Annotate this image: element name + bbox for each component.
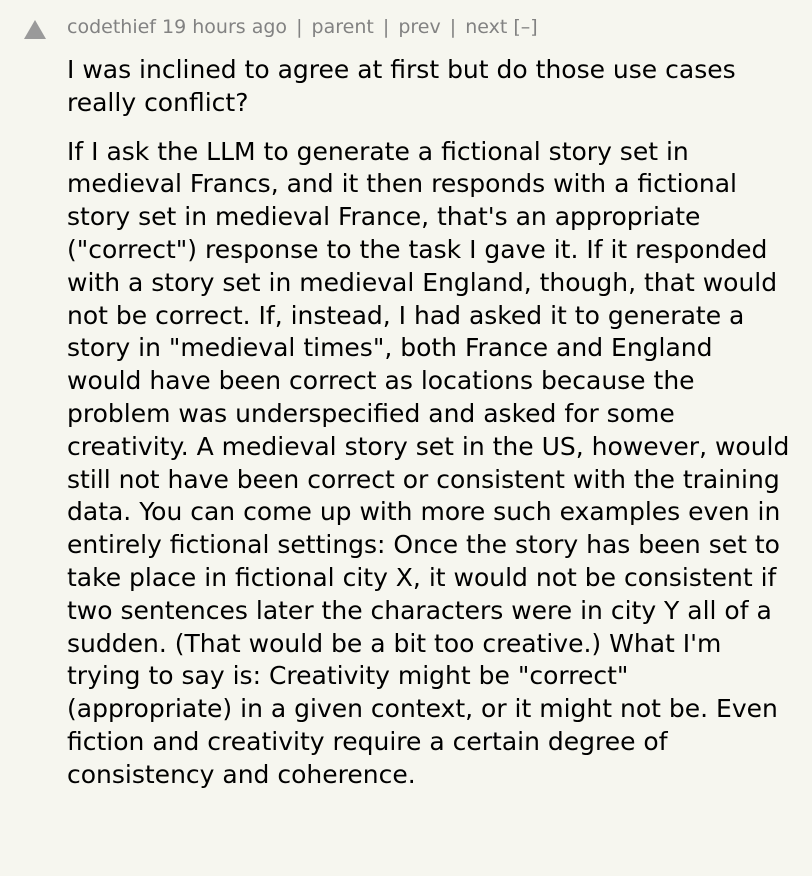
collapse-toggle[interactable]: [–]	[513, 16, 538, 38]
separator: |	[296, 16, 303, 38]
prev-link[interactable]: prev	[398, 16, 441, 38]
comment-paragraph: If I ask the LLM to generate a fictional story set in medieval Francs, and it then responds with a fictional story set in medieval France, that's an appropriate ("correct") response to the task I gave it. If it responded with a story set in medieval England, though, that would not be correct. If, instead, I had asked it to generate a story in "medieval times", both France and England would have been correct as locations because the problem was underspecified and asked for some creativity. A medieval story set in the US, however, would still not have been correct or consistent with the training data. You can come up with more such examples even in entirely fictional settings: Once the story has been set to take place in fictional city X, it would not be consistent if two sentences later the characters were in city Y all of a sudden. (That would be a bit too creative.) What I'm trying to say is: Creativity might be "correct" (appropriate) in a given context, or it might not be. Even fiction and creativity require a certain degree of consistency and coherence.	[67, 136, 790, 789]
parent-link[interactable]: parent	[311, 16, 374, 38]
separator: |	[449, 16, 457, 38]
username-link[interactable]: codethief	[67, 16, 156, 38]
separator: |	[382, 16, 390, 38]
comment-body	[67, 54, 792, 808]
upvote-arrow-icon[interactable]	[24, 20, 46, 39]
next-link[interactable]: next	[465, 16, 508, 38]
age-link[interactable]: 19 hours ago	[162, 16, 288, 38]
comment-paragraph: I was inclined to agree at first but do those use cases really conflict?	[67, 55, 736, 117]
comment-header	[67, 12, 538, 42]
